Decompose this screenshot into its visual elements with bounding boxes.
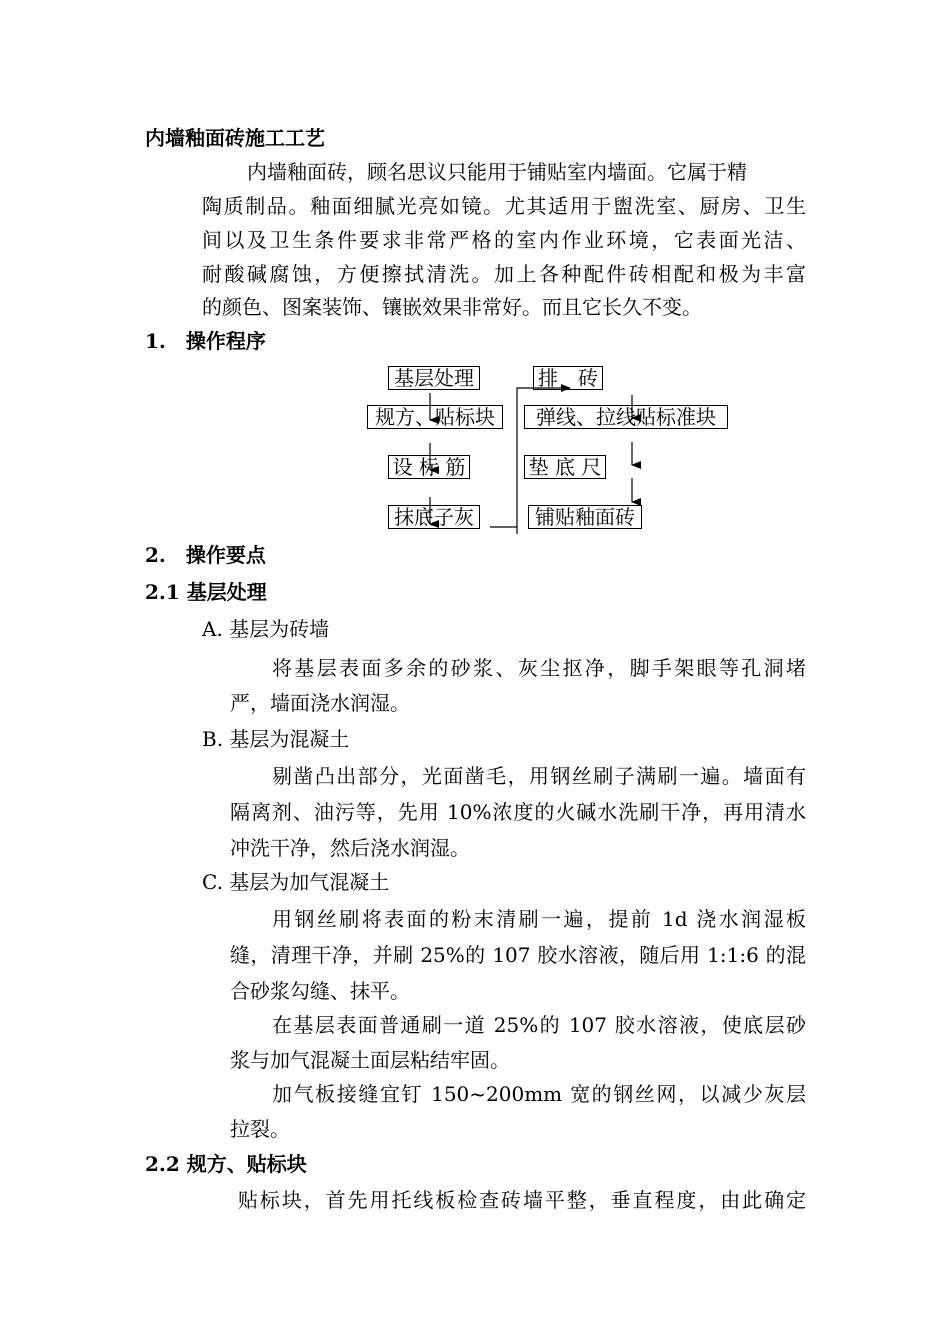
section-2-heading: 2. 操作要点 xyxy=(145,543,266,567)
subsection-2-2-heading: 2.2 规方、贴标块 xyxy=(145,1152,307,1176)
flow-step-lay-tiles: 铺贴釉面砖 xyxy=(528,505,642,529)
item-c-heading: C. 基层为加气混凝土 xyxy=(202,870,390,894)
flow-step-base-coat: 抹底子灰 xyxy=(388,505,480,529)
page-title: 内墙釉面砖施工工艺 xyxy=(145,126,325,150)
item-c-p2-line-1: 在基层表面普通刷一道 25%的 107 胶水溶液，使底层砂 xyxy=(272,1013,806,1037)
section-1-heading: 1. 操作程序 xyxy=(145,329,266,353)
item-c-p2-line-2: 浆与加气混凝土面层粘结牢固。 xyxy=(230,1048,510,1072)
flow-step-base-treatment: 基层处理 xyxy=(388,366,480,390)
intro-line-3: 间以及卫生条件要求非常严格的室内作业环境，它表面光洁、 xyxy=(202,228,806,252)
connector-left-to-right xyxy=(490,388,555,527)
flow-step-square-marker: 规方、贴标块 xyxy=(367,405,503,429)
intro-line-5: 的颜色、图案装饰、镶嵌效果非常好。而且它长久不变。 xyxy=(202,295,702,319)
sub22-line-1: 贴标块，首先用托线板检查砖墙平整，垂直程度，由此确定 xyxy=(238,1188,806,1212)
subsection-2-1-heading: 2.1 基层处理 xyxy=(145,580,267,604)
item-c-p1-line-1: 用钢丝刷将表面的粉末清刷一遍，提前 1d 浇水润湿板 xyxy=(272,907,806,931)
flow-step-string-line: 弹线、拉线贴标准块 xyxy=(524,405,728,429)
item-b-line-2: 隔离剂、油污等，先用 10%浓度的火碱水洗刷干净，再用清水 xyxy=(230,800,806,824)
item-b-heading: B. 基层为混凝土 xyxy=(202,727,350,751)
item-c-p1-line-2: 缝，清理干净，并刷 25%的 107 胶水溶液，随后用 1:1:6 的混 xyxy=(230,943,806,967)
item-a-line-1: 将基层表面多余的砂浆、灰尘抠净，脚手架眼等孔洞堵 xyxy=(272,656,806,680)
flow-step-set-screed: 设 标 筋 xyxy=(388,455,470,479)
flow-step-base-ruler: 垫 底 尺 xyxy=(524,455,606,479)
item-a-heading: A. 基层为砖墙 xyxy=(202,617,330,641)
intro-line-4: 耐酸碱腐蚀，方便擦拭清洗。加上各种配件砖相配和极为丰富 xyxy=(202,262,806,286)
intro-line-1: 内墙釉面砖，顾名思议只能用于铺贴室内墙面。它属于精 xyxy=(247,160,747,184)
item-b-line-3: 冲洗干净，然后浇水润湿。 xyxy=(230,836,470,860)
item-c-p3-line-2: 拉裂。 xyxy=(230,1117,290,1141)
item-b-line-1: 剔凿凸出部分，光面凿毛，用钢丝刷子满刷一遍。墙面有 xyxy=(272,764,806,788)
item-a-line-2: 严，墙面浇水润湿。 xyxy=(230,691,410,715)
item-c-p3-line-1: 加气板接缝宜钉 150~200mm 宽的钢丝网，以减少灰层 xyxy=(272,1082,806,1106)
intro-line-2: 陶质制品。釉面细腻光亮如镜。尤其适用于盥洗室、厨房、卫生 xyxy=(202,194,806,218)
item-c-p1-line-3: 合砂浆勾缝、抹平。 xyxy=(230,979,410,1003)
flow-step-arrange-tiles: 排 砖 xyxy=(533,366,603,390)
